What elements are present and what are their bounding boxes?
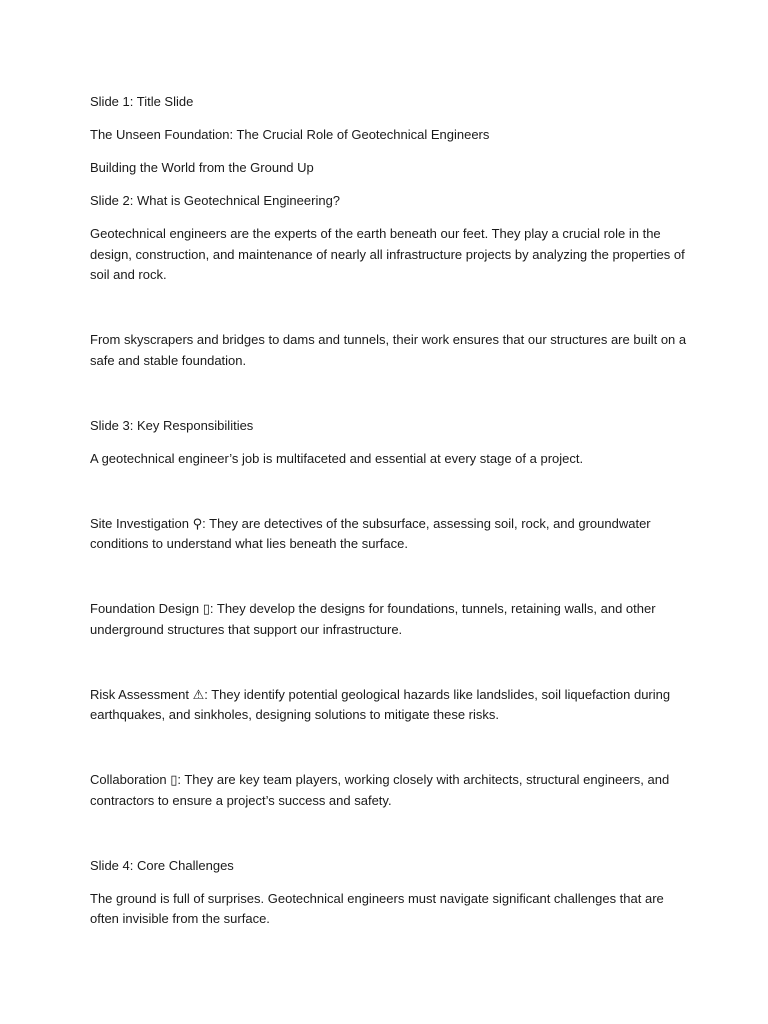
- blank-line: [90, 384, 690, 416]
- blank-line: [90, 653, 690, 685]
- slide-4-heading: Slide 4: Core Challenges: [90, 857, 234, 873]
- responsibilities-intro: A geotechnical engineer’s job is multifaceted and essential at every stage of a project.: [90, 450, 584, 466]
- collaboration-item: Collaboration ▯: They are key team players, working closely with architects, structural engineers, and contractors to ensure a project’s success and safety.: [90, 772, 670, 808]
- slide-2-heading: Slide 2: What is Geotechnical Engineering?: [90, 193, 341, 208]
- blank-line: [90, 298, 690, 330]
- subtitle-text: Building the World from the Ground Up: [90, 160, 314, 175]
- blank-line: [90, 738, 690, 770]
- structures-paragraph: From skyscrapers and bridges to dams and tunnels, their work ensures that our structures are built on a safe and stable foundation.: [90, 332, 687, 368]
- intro-paragraph: Geotechnical engineers are the experts of the earth beneath our feet. They play a crucial role in the design, construction, and maintenance of nearly all infrastructure projects by analyzing the properties of soil and rock.: [90, 226, 685, 282]
- challenges-paragraph: The ground is full of surprises. Geotechnical engineers must navigate significant challenges that are often invisible from the surface.: [90, 890, 664, 926]
- blank-line: [90, 482, 690, 514]
- blank-line: [90, 824, 690, 856]
- foundation-design-item: Foundation Design ▯: They develop the designs for foundations, tunnels, retaining walls, and other underground structures that support our infrastructure.: [90, 601, 656, 637]
- risk-assessment-item: Risk Assessment ⚠: They identify potential geological hazards like landslides, soil liquefaction during earthquakes, and sinkholes, designing solutions to mitigate these risks.: [90, 686, 671, 722]
- slide-3-heading: Slide 3: Key Responsibilities: [90, 417, 254, 433]
- slide-1-heading: Slide 1: Title Slide: [90, 94, 194, 109]
- site-investigation-item: Site Investigation ⚲: They are detectives of the subsurface, assessing soil, rock, and groundwater conditions to understand what lies beneath the surface.: [90, 515, 651, 551]
- blank-line: [90, 567, 690, 599]
- document-body: [90, 92, 690, 942]
- title-text: The Unseen Foundation: The Crucial Role of Geotechnical Engineers: [90, 127, 490, 142]
